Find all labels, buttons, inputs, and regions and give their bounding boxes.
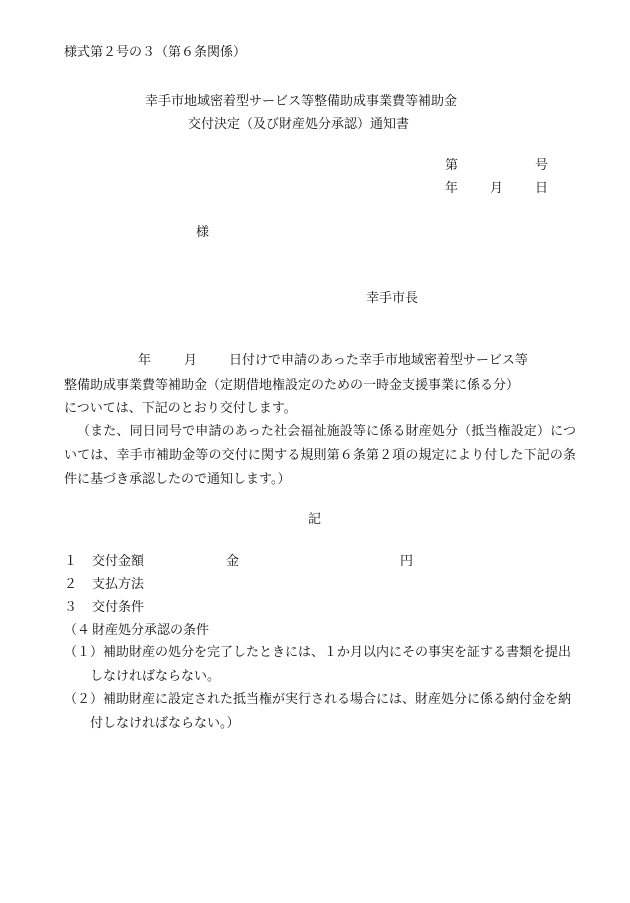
item-3-label: 交付条件 (92, 600, 145, 615)
date-year: 年 (445, 181, 459, 196)
item-1-yen: 円 (400, 554, 414, 569)
doc-number-go: 号 (535, 158, 549, 173)
body-paragraph-2: （また、同日同号で申請のあった社会福祉施設等に係る財産処分（抵当権設定）については、幸手市補助金等の交付に関する規則第６条第２項の規定により付した下記の条件に基づき承認したので通知します。） (64, 424, 576, 487)
item-2-label: 支払方法 (92, 577, 145, 592)
body-year: 年 (138, 353, 152, 368)
date-day: 日 (535, 181, 549, 196)
body-line-1 (64, 352, 576, 374)
body-line-3: については、下記のとおり交付します。 (64, 401, 297, 416)
body-line-2: 整備助成事業費等補助金（定期借地権設定のための一時金支援事業に係る分） (64, 378, 520, 393)
item-2-number: ２ (64, 577, 78, 592)
item-4-label: 財産処分承認の条件 (92, 623, 210, 638)
item-1-number: １ (64, 554, 78, 569)
title-line-2: 交付決定（及び財産処分承認）通知書 (188, 117, 410, 132)
item-4-number: （４ (64, 623, 91, 638)
item-1-kin: 金 (226, 554, 240, 569)
doc-number-dai: 第 (445, 158, 459, 173)
condition-2: （２）補助財産に設定された抵当権が実行される場合には、財産処分に係る納付金を納付しなければならない。） (64, 692, 572, 731)
item-3-number: ３ (64, 600, 78, 615)
body-month: 月 (184, 353, 198, 368)
ki-heading: 記 (308, 512, 322, 527)
date-month: 月 (490, 181, 504, 196)
item-3 (64, 599, 576, 621)
form-number: 様式第２号の３（第６条関係） (64, 45, 247, 60)
item-1 (64, 553, 576, 575)
condition-1: （１）補助財産の処分を完了したときには、１か月以内にその事実を証する書類を提出しなければならない。 (64, 645, 572, 684)
issuer-name: 幸手市長 (366, 291, 419, 306)
item-1-label: 交付金額 (92, 554, 145, 569)
item-2 (64, 576, 576, 598)
title-line-1: 幸手市地域密着型サービス等整備助成事業費等補助金 (145, 94, 458, 109)
recipient-honorific: 様 (196, 225, 210, 240)
body-line-1-rest: 日付けで申請のあった幸手市地域密着型サービス等 (229, 353, 528, 368)
